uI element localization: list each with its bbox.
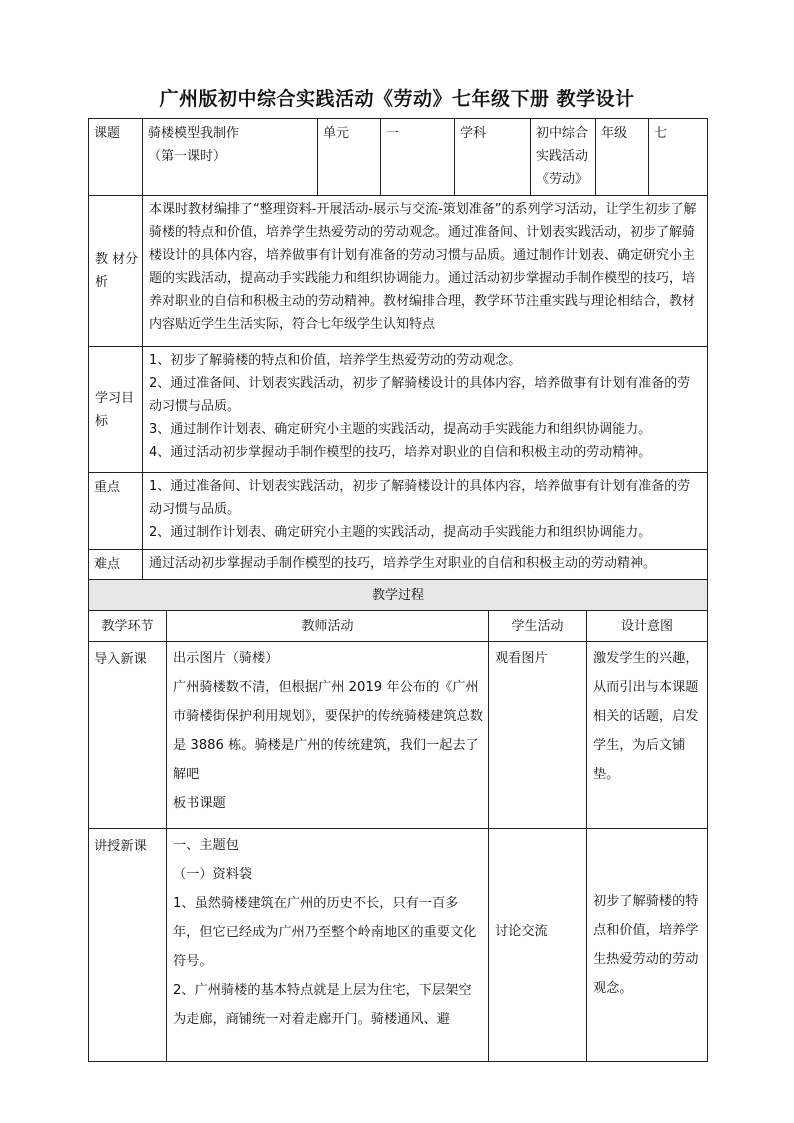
stage-new-lesson: 讲授新课: [89, 829, 167, 1062]
teacher-line: 广州骑楼数不清，但根据广州 2019 年公布的《广州市骑楼街保护利用规划》，要保护的传统骑楼建筑总数是 3886 栋。骑楼是广州的传统建筑，我们一起去了解吧: [173, 680, 483, 782]
key-point-item: 2、通过制作计划表、确定研究小主题的实践活动，提高动手实践能力和组织协调能力。: [149, 525, 652, 540]
intent-new: 初步了解骑楼的特点和价值，培养学生热爱劳动的劳动观念。: [587, 829, 708, 1062]
objective-item: 1、初步了解骑楼的特点和价值，培养学生热爱劳动的劳动观念。: [149, 353, 522, 368]
subject-label: 学科: [455, 119, 531, 196]
process-table: [88, 579, 708, 1062]
objectives-label: 学习目标: [89, 347, 143, 473]
col-header-teacher: 教师活动: [167, 611, 489, 642]
analysis-text: 本课时教材编排了“整理资料-开展活动-展示与交流-策划准备”的系列学习活动，让学生初步了解骑楼的特点和价值，培养学生热爱劳动的劳动观念。通过准备间、计划表实践活动，初步了解骑楼设计的具体内容，培养做事有计划有准备的劳动习惯与品质。通过制作计划表、确定研究小主题的实践活动，提高动手实践能力和组织协调能力。通过活动初步掌握动手制作模型的技巧，培养对职业的自信和积极主动的劳动精神。教材编排合理，教学环节注重实践与理论相结合，教材内容贴近学生生活实际，符合七年级学生认知特点: [143, 196, 708, 347]
teacher-line: 板书课题: [173, 796, 226, 811]
intent-intro: 激发学生的兴趣，从而引出与本课题相关的话题，启发学生，为后文铺垫。: [587, 642, 708, 829]
document-title: 广州版初中综合实践活动《劳动》七年级下册 教学设计: [159, 88, 635, 110]
lesson-value: [143, 119, 318, 196]
student-activity-intro: 观看图片: [489, 642, 587, 829]
lesson-period: （第一课时）: [148, 149, 227, 164]
lesson-label: 课题: [89, 119, 143, 196]
analysis-label: 教 材分析: [89, 196, 143, 347]
teacher-line: （一）资料袋: [173, 867, 253, 882]
difficulty-label: 难点: [89, 550, 143, 580]
teacher-activity-new: [167, 829, 489, 1062]
key-point-item: 1、通过准备间、计划表实践活动，初步了解骑楼设计的具体内容，培养做事有计划有准备的劳动习惯与品质。: [149, 479, 691, 517]
stage-intro: 导入新课: [89, 642, 167, 829]
unit-label: 单元: [318, 119, 381, 196]
teacher-line: 出示图片（骑楼）: [173, 651, 279, 666]
col-header-intent: 设计意图: [587, 611, 708, 642]
grade-value: 七: [649, 119, 708, 196]
teacher-activity-intro: [167, 642, 489, 829]
unit-value: 一: [381, 119, 455, 196]
objective-item: 3、通过制作计划表、确定研究小主题的实践活动，提高动手实践能力和组织协调能力。: [149, 422, 652, 437]
objective-item: 2、通过准备间、计划表实践活动，初步了解骑楼设计的具体内容，培养做事有计划有准备的劳动习惯与品质。: [149, 376, 691, 414]
student-activity-new: 讨论交流: [489, 829, 587, 1062]
objective-item: 4、通过活动初步掌握动手制作模型的技巧，培养对职业的自信和积极主动的劳动精神。: [149, 445, 652, 460]
lesson-name: 骑楼模型我制作: [148, 126, 240, 141]
grade-label: 年级: [596, 119, 649, 196]
key-points-label: 重点: [89, 473, 143, 550]
col-header-stage: 教学环节: [89, 611, 167, 642]
col-header-student: 学生活动: [489, 611, 587, 642]
info-table: [88, 118, 708, 580]
difficulty-text: 通过活动初步掌握动手制作模型的技巧，培养学生对职业的自信和积极主动的劳动精神。: [143, 550, 708, 580]
teacher-line: 1、虽然骑楼建筑在广州的历史不长，只有一百多年，但它已经成为广州乃至整个岭南地区的重要文化符号。: [173, 896, 477, 969]
teacher-line: 一、主题包: [173, 838, 239, 853]
subject-value: 初中综合实践活动《劳动》: [531, 119, 596, 196]
process-section-title: 教学过程: [89, 580, 708, 611]
key-points-list: [143, 473, 708, 550]
teacher-line: 2、广州骑楼的基本特点就是上层为住宅，下层架空为走廊，商铺统一对着走廊开门。骑楼通风、避: [173, 983, 472, 1027]
objectives-list: [143, 347, 708, 473]
